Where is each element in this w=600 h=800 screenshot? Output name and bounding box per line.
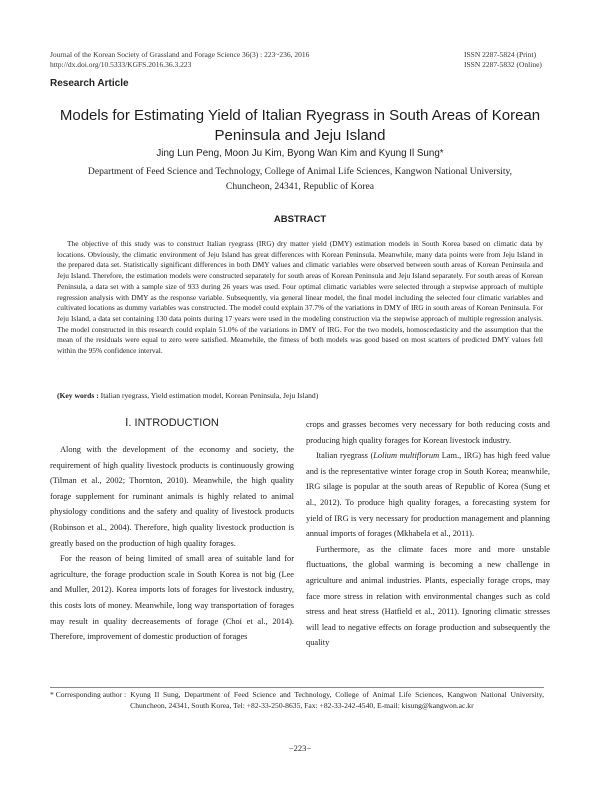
article-type: Research Article: [50, 78, 129, 89]
abstract-text: The objective of this study was to construct Italian ryegrass (IRG) dry matter yield (DMY) estimation models in South Korea based on climatic data by locations. Obviously, the climatic environment of Jeju Island has great differences with Korean Peninsula. Meanwhile, many data points were from Jeju Island in the prepared data set. Statistically significant differences in both DMY values and climatic variables were observed between south areas of Korean Peninsula and Jeju Island. Therefore, the estimation models were constructed separately for south areas of Korean Peninsula and Jeju Island separately. For south areas of Korean Peninsula, a data set with a sample size of 933 during 26 years was used. Four optimal climatic variables were selected through a stepwise approach of multiple regression analysis with DMY as the response variable. Subsequently, via general linear model, the final model including the selected four climatic variables and cultivated locations as dummy variables was constructed. The model could explain 37.7% of the variations in DMY of IRG in south areas of Korean Peninsula. For Jeju Island, a data set containing 130 data points during 17 years were used in the modeling construction via the stepwise approach of multiple regression analysis. The model constructed in this research could explain 51.0% of the variations in DMY of IRG. For the two models, homoscedasticity and the assumption that the mean of the residuals were equal to zero were satisfied. Meanwhile, the fitness of both models was good based on most scatters of predicted DMY values fell within the 95% confidence interval.: [57, 239, 543, 356]
footnote-divider: [50, 687, 544, 688]
issn-online: ISSN 2287-5832 (Online): [464, 60, 542, 69]
issn-block: [464, 50, 542, 70]
corresponding-details: Kyung Il Sung, Department of Feed Science and Technology, College of Animal Life Sciences, Kangwon National University, Chuncheon, 24341, South Korea, Tel: +82-33-250-8635, Fax: +82-33-242-4540, E-mail: kisung@kangwon.ac.kr: [130, 690, 544, 710]
species-name: Lolium multiflorum: [373, 451, 440, 461]
affiliation-line-2: Chuncheon, 24341, Republic of Korea: [225, 180, 375, 192]
p3-text-pre: Italian ryegrass (: [316, 451, 374, 461]
intro-paragraph-2: For the reason of being limited of small area of suitable land for agriculture, the forage production scale in South Korea is not big (Lee and Muller, 2012). Korea imports lots of forages for livestock industry, this costs lots of money. Meanwhile, long way transportation of forages may result in quality decreasements of forage (Choi et al., 2014). Therefore, improvement of domestic production of forages: [50, 554, 294, 642]
page-number: −223−: [288, 743, 312, 753]
left-column: [50, 414, 294, 645]
intro-paragraph-3: [306, 448, 550, 542]
doi-link[interactable]: http://dx.doi.org/10.5333/KGFS.2016.36.3.223: [50, 60, 192, 69]
intro-paragraph-4: Furthermore, as the climate faces more and more unstable fluctuations, the global warming is becoming a new challenge in agriculture and animal industries. Plants, especially forage crops, may face more stress in relation with environmental changes such as cold stress and heat stress (Hatfield et al., 2011). Ignoring climatic stresses will lead to negative effects on forage production and subsequently the quality: [306, 544, 550, 648]
intro-paragraph-continued: crops and grasses becomes very necessary for both reducing costs and producing high quality forages for Korean livestock industry.: [306, 420, 550, 445]
journal-header: [50, 50, 309, 70]
intro-paragraph-1: Along with the development of the economy and society, the requirement of high quality livestock products is continuously growing (Tilman et al., 2002; Thornton, 2010). Meanwhile, the high quality forage supplement for ruminant animals is highly related to animal physiology conditions and the safety and quality of livestock products (Robinson et al., 2004). Therefore, high quality livestock production is greatly based on the production of high quality forages.: [50, 445, 294, 548]
journal-citation: Journal of the Korean Society of Grassland and Forage Science 36(3) : 223~236, 2016: [50, 50, 310, 59]
corresponding-label: * Corresponding author :: [50, 690, 127, 699]
title-line-1: Models for Estimating Yield of Italian Ryegrass in South Areas of Korean: [59, 107, 541, 124]
affiliation: [40, 165, 560, 194]
p3-text-post: Lam., IRG) has high feed value and is the representative winter forage crop in South Korea; meanwhile, IRG silage is popular at the south areas of Republic of Korea (Sung et al., 2012). To produce high quality forages, a forecasting system for yield of IRG is very necessary for production management and planning annual imports of forages (Mkhabela et al., 2011).: [306, 451, 550, 539]
right-column: [306, 417, 550, 651]
keywords-list: Italian ryegrass, Yield estimation model, Korean Peninsula, Jeju Island): [100, 391, 319, 400]
corresponding-author-note: [50, 690, 544, 711]
paper-title: [40, 106, 560, 146]
author-list: Jing Lun Peng, Moon Ju Kim, Byong Wan Kim and Kyung Il Sung*: [156, 148, 444, 159]
keywords-label: (Key words :: [57, 391, 99, 400]
abstract-heading: ABSTRACT: [273, 214, 327, 225]
keywords: [57, 391, 543, 400]
issn-print: ISSN 2287-5824 (Print): [464, 50, 537, 59]
title-line-2: Peninsula and Jeju Island: [214, 127, 386, 144]
affiliation-line-1: Department of Feed Science and Technology, College of Animal Life Sciences, Kangwon National University,: [87, 166, 513, 177]
section-heading-introduction: Ⅰ. INTRODUCTION: [125, 417, 219, 429]
